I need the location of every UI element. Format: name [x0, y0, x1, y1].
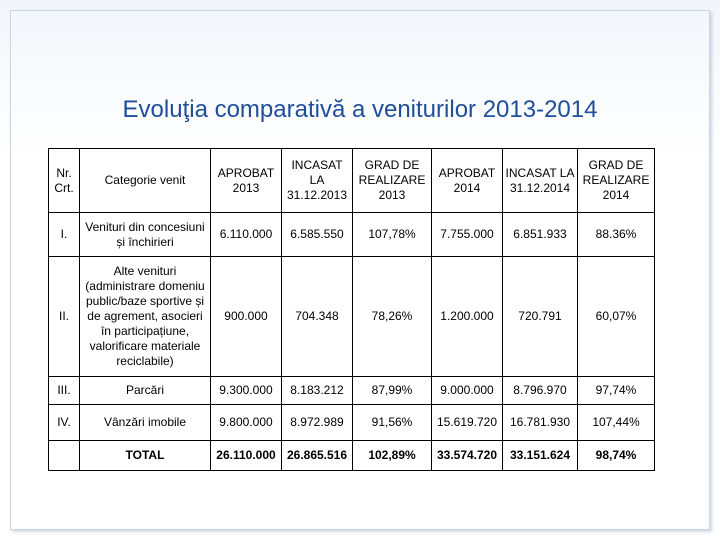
cell-category: Parcări: [80, 377, 211, 405]
cell-grad-2014: 97,74%: [578, 377, 655, 405]
cell-nr: III.: [49, 377, 80, 405]
cell-incasat-2013: 6.585.550: [282, 213, 353, 257]
cell-category: Alte venituri (administrare domeniu public/baze sportive și de agrement, asocieri în participațiune, valorificare materiale reciclabile): [80, 257, 211, 377]
header-aprobat-2014: APROBAT 2014: [432, 149, 503, 213]
cell-incasat-2014: 33.151.624: [503, 441, 578, 471]
cell-incasat-2013: 26.865.516: [282, 441, 353, 471]
header-grad-2014: GRAD DE REALIZARE 2014: [578, 149, 655, 213]
cell-grad-2014: 107,44%: [578, 405, 655, 441]
cell-incasat-2014: 8.796.970: [503, 377, 578, 405]
table-row: [49, 257, 655, 377]
cell-incasat-2014: 16.781.930: [503, 405, 578, 441]
cell-grad-2013: 87,99%: [353, 377, 432, 405]
cell-aprobat-2013: 900.000: [211, 257, 282, 377]
cell-incasat-2014: 6.851.933: [503, 213, 578, 257]
table-row: [49, 377, 655, 405]
cell-incasat-2013: 8.972.989: [282, 405, 353, 441]
header-category: Categorie venit: [80, 149, 211, 213]
cell-category: Venituri din concesiuni și închirieri: [80, 213, 211, 257]
cell-aprobat-2013: 9.800.000: [211, 405, 282, 441]
cell-nr: [49, 441, 80, 471]
cell-aprobat-2013: 6.110.000: [211, 213, 282, 257]
header-nr: Nr. Crt.: [49, 149, 80, 213]
cell-grad-2013: 78,26%: [353, 257, 432, 377]
cell-incasat-2013: 704.348: [282, 257, 353, 377]
cell-aprobat-2014: 33.574.720: [432, 441, 503, 471]
header-incasat-2013: INCASAT LA 31.12.2013: [282, 149, 353, 213]
cell-category: Vânzări imobile: [80, 405, 211, 441]
revenue-table: [48, 148, 655, 471]
cell-nr: I.: [49, 213, 80, 257]
cell-aprobat-2014: 9.000.000: [432, 377, 503, 405]
cell-incasat-2014: 720.791: [503, 257, 578, 377]
cell-aprobat-2014: 1.200.000: [432, 257, 503, 377]
table-header-row: [49, 149, 655, 213]
cell-grad-2014: 60,07%: [578, 257, 655, 377]
cell-aprobat-2014: 7.755.000: [432, 213, 503, 257]
table-row: [49, 405, 655, 441]
cell-grad-2014: 98,74%: [578, 441, 655, 471]
cell-grad-2013: 107,78%: [353, 213, 432, 257]
cell-aprobat-2013: 26.110.000: [211, 441, 282, 471]
cell-grad-2013: 91,56%: [353, 405, 432, 441]
header-incasat-2014: INCASAT LA 31.12.2014: [503, 149, 578, 213]
cell-grad-2013: 102,89%: [353, 441, 432, 471]
cell-nr: IV.: [49, 405, 80, 441]
header-aprobat-2013: APROBAT 2013: [211, 149, 282, 213]
header-grad-2013: GRAD DE REALIZARE 2013: [353, 149, 432, 213]
cell-category: TOTAL: [80, 441, 211, 471]
cell-aprobat-2014: 15.619.720: [432, 405, 503, 441]
total-row: [49, 441, 655, 471]
cell-incasat-2013: 8.183.212: [282, 377, 353, 405]
cell-grad-2014: 88.36%: [578, 213, 655, 257]
slide-title: Evoluţia comparativă a veniturilor 2013-2014: [122, 96, 598, 123]
table-row: [49, 213, 655, 257]
cell-aprobat-2013: 9.300.000: [211, 377, 282, 405]
cell-nr: II.: [49, 257, 80, 377]
